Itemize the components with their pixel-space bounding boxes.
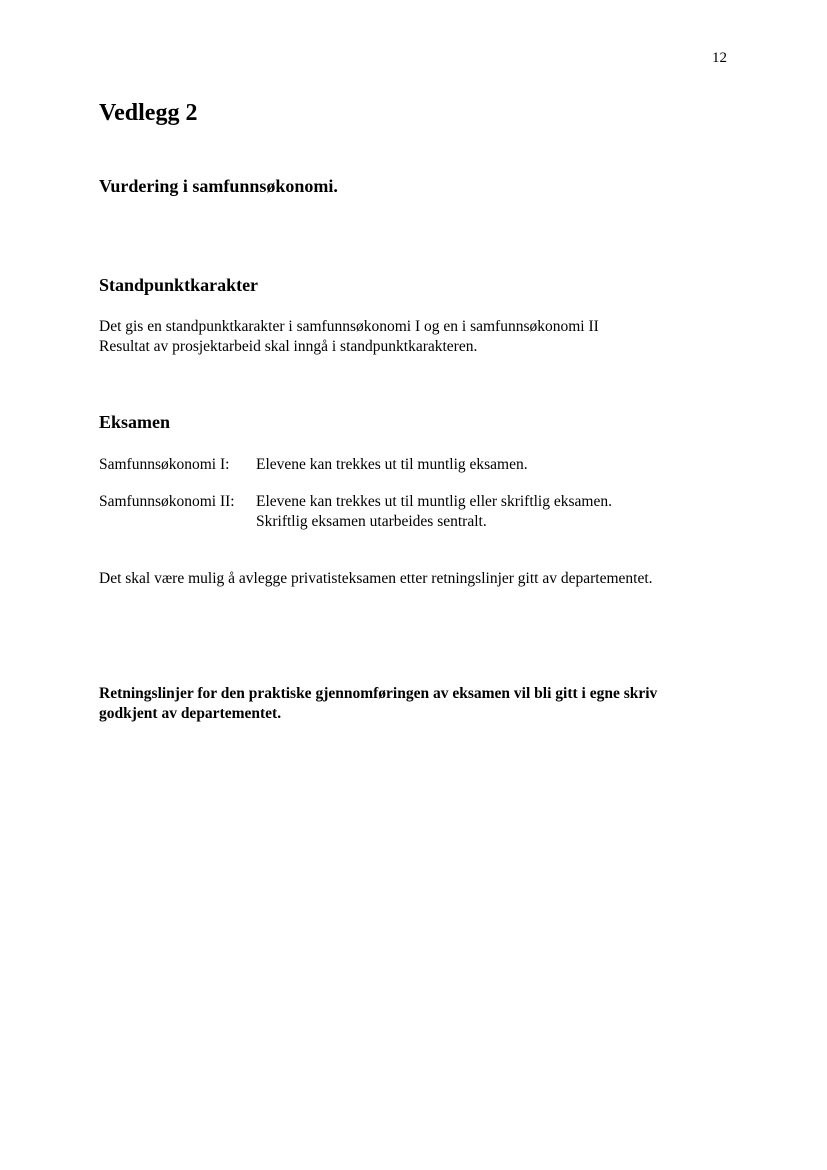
exam-row-text (256, 455, 528, 475)
standpunkt-line-1: Det gis en standpunktkarakter i samfunnsøkonomi I og en i samfunnsøkonomi II (99, 318, 599, 335)
section-heading-standpunktkarakter: Standpunktkarakter (99, 275, 259, 295)
page-number: 12 (712, 50, 727, 66)
exam-row-label: Samfunnsøkonomi II: (99, 493, 235, 510)
exam-row-text-line-1: Elevene kan trekkes ut til muntlig eksamen. (256, 456, 528, 473)
privatist-note: Det skal være mulig å avlegge privatisteksamen etter retningslinjer gitt av departementet. (99, 570, 653, 587)
exam-row-text-line-1: Elevene kan trekkes ut til muntlig eller skriftlig eksamen. (256, 493, 612, 510)
page-subtitle: Vurdering i samfunnsøkonomi. (99, 176, 338, 196)
exam-row-text-line-2: Skriftlig eksamen utarbeides sentralt. (256, 513, 487, 530)
standpunkt-paragraph (99, 317, 599, 357)
standpunkt-line-2: Resultat av prosjektarbeid skal inngå i standpunktkarakteren. (99, 338, 478, 355)
section-heading-eksamen: Eksamen (99, 412, 171, 432)
footer-note-line-1: Retningslinjer for den praktiske gjennomføringen av eksamen vil bli gitt i egne skriv (99, 685, 658, 702)
footer-note (99, 684, 709, 724)
exam-row-label: Samfunnsøkonomi I: (99, 456, 230, 473)
page-title: Vedlegg 2 (99, 100, 198, 126)
footer-note-line-2: godkjent av departementet. (99, 705, 282, 722)
exam-row-text (256, 492, 612, 532)
